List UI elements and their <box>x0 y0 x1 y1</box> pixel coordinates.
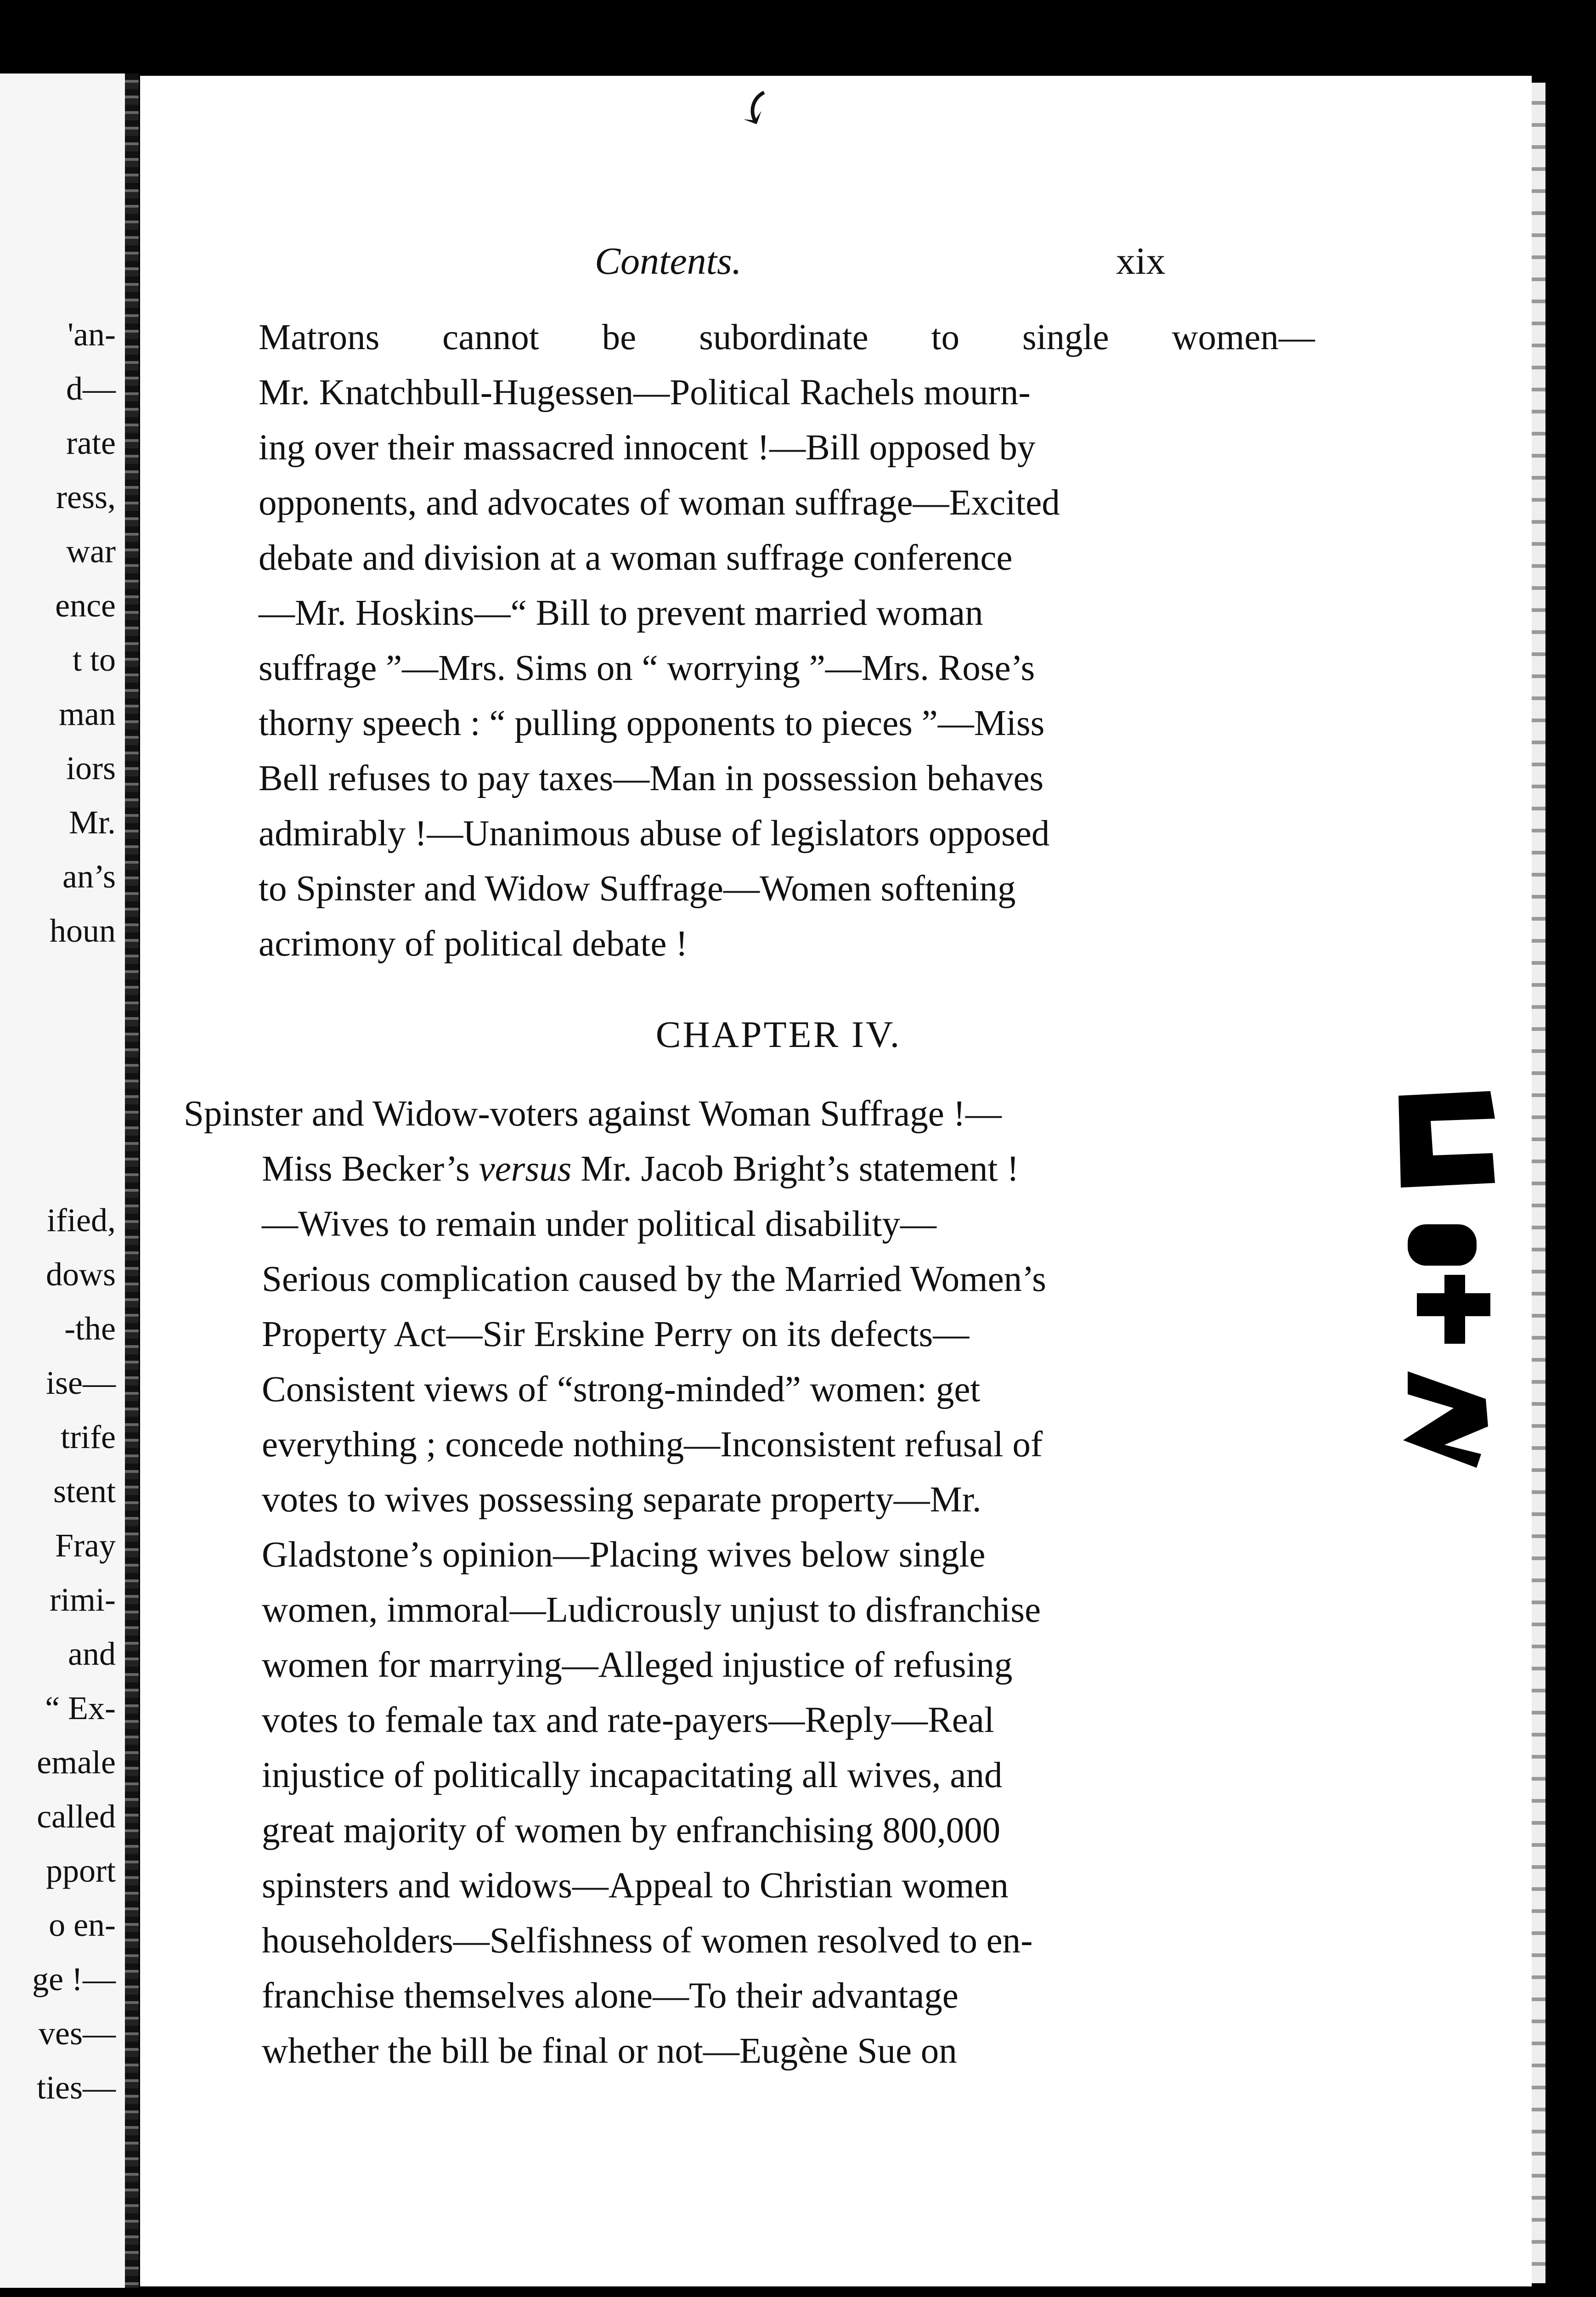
margin-fragment: ress, <box>56 479 116 515</box>
margin-fragment: ves— <box>39 2015 116 2052</box>
margin-fragment: trife <box>61 1419 116 1455</box>
text-line: Property Act—Sir Erskine Perry on its defects— <box>262 1314 970 1354</box>
margin-fragment: iors <box>66 750 116 786</box>
page-edge <box>1532 83 1545 2283</box>
text-line: Consistent views of “strong-minded” women: get <box>262 1369 981 1409</box>
margin-fragment: emale <box>37 1744 116 1781</box>
margin-fragment: an’s <box>62 858 116 895</box>
margin-fragment: 'an- <box>68 316 116 353</box>
text-line: opponents, and advocates of woman suffrage—Excited <box>259 483 1060 523</box>
book-gutter <box>125 74 139 2288</box>
text-line: householders—Selfishness of women resolved to en- <box>262 1921 1033 1961</box>
text-line: whether the bill be final or not—Eugène Sue on <box>262 2031 957 2071</box>
margin-fragment: d— <box>66 370 116 407</box>
margin-fragment: rimi- <box>50 1581 116 1618</box>
text-line: Mr. Knatchbull-Hugessen—Political Rachels mourn- <box>259 373 1031 413</box>
library-shelfmark-stamp <box>1389 1077 1513 1472</box>
text-line: women for marrying—Alleged injustice of refusing <box>262 1645 1013 1685</box>
margin-fragment: o en- <box>49 1907 116 1943</box>
margin-fragment: ified, <box>47 1202 116 1239</box>
contents-page <box>140 76 1532 2286</box>
text-line: Bell refuses to pay taxes—Man in possession behaves <box>259 758 1044 798</box>
running-title: Contents. <box>595 240 742 283</box>
text-line: everything ; concede nothing—Inconsistent refusal of <box>262 1425 1043 1465</box>
text-line <box>262 1151 1019 1187</box>
printer-mark: ⤹ <box>729 77 784 139</box>
margin-fragment: ge !— <box>32 1961 116 1997</box>
margin-fragment: “ Ex- <box>45 1690 116 1726</box>
margin-fragment: rate <box>66 424 116 461</box>
text-line: Matrons cannot be subordinate to single women— <box>259 317 1315 357</box>
text-line: suffrage ”—Mrs. Sims on “ worrying ”—Mrs. Rose’s <box>259 648 1035 688</box>
chapter-heading: CHAPTER IV. <box>655 1013 902 1055</box>
text-line: debate and division at a woman suffrage conference <box>259 538 1013 578</box>
text-line: —Wives to remain under political disability— <box>262 1204 936 1244</box>
text-line: great majority of women by enfranchising 800,000 <box>262 1810 1001 1850</box>
text-segment: Miss Becker’s <box>262 1149 470 1189</box>
text-line: admirably !—Unanimous abuse of legislators opposed <box>259 814 1050 854</box>
margin-fragment: houn <box>50 912 116 949</box>
text-line: votes to wives possessing separate property—Mr. <box>262 1480 981 1520</box>
chapter-first-line: Spinster and Widow-voters against Woman Suffrage !— <box>184 1094 1002 1134</box>
text-line: votes to female tax and rate-payers—Reply—Real <box>262 1700 994 1740</box>
margin-fragment: Mr. <box>68 804 116 841</box>
margin-fragment: stent <box>53 1473 116 1510</box>
margin-fragment: called <box>37 1798 116 1835</box>
margin-fragment: Fray <box>55 1527 116 1564</box>
margin-fragment: ise— <box>46 1364 116 1401</box>
facing-page-strip <box>0 74 125 2288</box>
text-line: women, immoral—Ludicrously unjust to disfranchise <box>262 1590 1041 1630</box>
margin-fragment: -the <box>64 1310 116 1347</box>
text-line: ing over their massacred innocent !—Bill opposed by <box>259 428 1036 468</box>
text-line: Serious complication caused by the Married Women’s <box>262 1259 1046 1299</box>
margin-fragment: ties— <box>37 2069 116 2106</box>
margin-fragment: pport <box>46 1852 116 1889</box>
margin-fragment: and <box>68 1635 116 1672</box>
margin-fragment: war <box>66 533 116 570</box>
margin-fragment: t to <box>72 641 116 678</box>
margin-fragment: dows <box>45 1256 116 1293</box>
margin-fragment: man <box>59 696 116 732</box>
text-line: injustice of politically incapacitating all wives, and <box>262 1755 1003 1795</box>
text-line: spinsters and widows—Appeal to Christian women <box>262 1866 1009 1906</box>
text-segment: Mr. Jacob Bright’s statement ! <box>581 1149 1019 1189</box>
text-line: to Spinster and Widow Suffrage—Women softening <box>259 869 1016 909</box>
text-line: acrimony of political debate ! <box>259 924 688 964</box>
text-line: Gladstone’s opinion—Placing wives below single <box>262 1535 986 1575</box>
text-line: franchise themselves alone—To their advantage <box>262 1976 959 2016</box>
italic-word: versus <box>479 1149 572 1189</box>
text-line: thorny speech : “ pulling opponents to pieces ”—Miss <box>259 703 1045 743</box>
margin-fragment: ence <box>55 587 116 624</box>
page-number: xix <box>1116 240 1166 283</box>
text-line: —Mr. Hoskins—“ Bill to prevent married woman <box>259 593 983 633</box>
